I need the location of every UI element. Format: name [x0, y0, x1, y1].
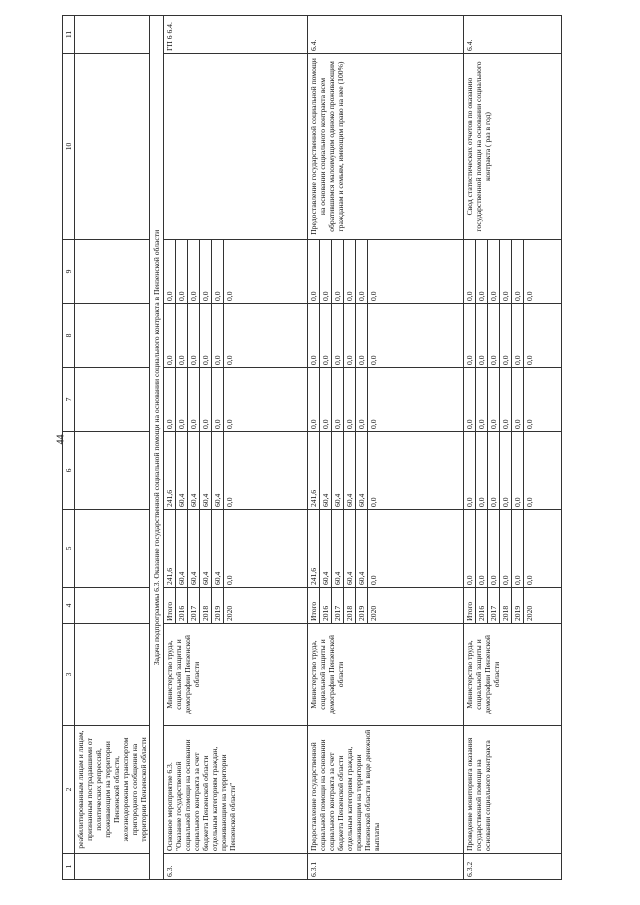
year-cell: 2018 — [500, 588, 512, 624]
value-cell-c6: 60,4 — [200, 432, 212, 510]
value-cell-c5: 0,0 — [524, 510, 562, 588]
cont-cell — [75, 16, 150, 54]
cont-cell — [75, 368, 150, 432]
indicator-ref: 6.4. — [308, 16, 464, 54]
table-row — [308, 16, 320, 880]
value-cell-c9: 0,0 — [224, 240, 308, 304]
year-cell: 2020 — [368, 588, 464, 624]
value-cell-c5: 60,4 — [176, 510, 188, 588]
continuation-row — [75, 16, 150, 880]
value-cell-c7: 0,0 — [164, 368, 176, 432]
value-cell-c5: 0,0 — [476, 510, 488, 588]
executor: Министерство труда, социальной защиты и демографии Пензенской области — [464, 624, 562, 726]
value-cell-c6: 241,6 — [308, 432, 320, 510]
col-num-9: 9 — [63, 240, 75, 304]
cont-cell — [75, 624, 150, 726]
value-cell-c6: 60,4 — [320, 432, 332, 510]
year-cell: 2016 — [476, 588, 488, 624]
expected-result: Свод статистических отчетов по оказанию государственной помощи на основании социального контракта ( раз в год) — [464, 54, 562, 240]
col-num-2: 2 — [63, 726, 75, 854]
col-num-11: 11 — [63, 16, 75, 54]
value-cell-c7: 0,0 — [200, 368, 212, 432]
year-cell: 2019 — [356, 588, 368, 624]
value-cell-c6: 60,4 — [332, 432, 344, 510]
value-cell-c5: 0,0 — [488, 510, 500, 588]
col-num-5: 5 — [63, 510, 75, 588]
value-cell-c8: 0,0 — [320, 304, 332, 368]
value-cell-c6: 0,0 — [368, 432, 464, 510]
year-cell: Итого — [308, 588, 320, 624]
value-cell-c6: 0,0 — [512, 432, 524, 510]
value-cell-c8: 0,0 — [164, 304, 176, 368]
value-cell-c6: 0,0 — [476, 432, 488, 510]
value-cell-c5: 241,6 — [308, 510, 320, 588]
year-cell: 2017 — [488, 588, 500, 624]
year-cell: 2019 — [212, 588, 224, 624]
value-cell-c7: 0,0 — [464, 368, 476, 432]
value-cell-c7: 0,0 — [332, 368, 344, 432]
col-num-10: 10 — [63, 54, 75, 240]
executor: Министерство труда, социальной защиты и демографии Пензенской области — [164, 624, 308, 726]
value-cell-c8: 0,0 — [200, 304, 212, 368]
value-cell-c8: 0,0 — [476, 304, 488, 368]
row-number: 6.3.1 — [308, 854, 464, 880]
value-cell-c8: 0,0 — [224, 304, 308, 368]
value-cell-c8: 0,0 — [488, 304, 500, 368]
value-cell-c9: 0,0 — [524, 240, 562, 304]
value-cell-c5: 0,0 — [464, 510, 476, 588]
value-cell-c5: 60,4 — [320, 510, 332, 588]
value-cell-c9: 0,0 — [308, 240, 320, 304]
value-cell-c9: 0,0 — [212, 240, 224, 304]
year-cell: 2020 — [524, 588, 562, 624]
value-cell-c8: 0,0 — [464, 304, 476, 368]
value-cell-c6: 0,0 — [488, 432, 500, 510]
value-cell-c9: 0,0 — [476, 240, 488, 304]
value-cell-c7: 0,0 — [500, 368, 512, 432]
col-num-4: 4 — [63, 588, 75, 624]
value-cell-c9: 0,0 — [368, 240, 464, 304]
value-cell-c9: 0,0 — [332, 240, 344, 304]
value-cell-c5: 60,4 — [200, 510, 212, 588]
row-number: 6.3.2 — [464, 854, 562, 880]
program-table — [62, 15, 562, 880]
value-cell-c7: 0,0 — [356, 368, 368, 432]
value-cell-c6: 241,6 — [164, 432, 176, 510]
value-cell-c7: 0,0 — [524, 368, 562, 432]
value-cell-c8: 0,0 — [332, 304, 344, 368]
expected-result — [164, 54, 308, 240]
activity-name: Предоставление государственной социальной помощи на основании социального контракта за счет бюджета Пензенской области отдельным категориям граждан, проживающим на территории Пензенской области в виде денежной выплаты — [308, 726, 464, 854]
value-cell-c5: 60,4 — [188, 510, 200, 588]
value-cell-c5: 241,6 — [164, 510, 176, 588]
value-cell-c9: 0,0 — [356, 240, 368, 304]
value-cell-c7: 0,0 — [368, 368, 464, 432]
value-cell-c5: 0,0 — [500, 510, 512, 588]
value-cell-c7: 0,0 — [512, 368, 524, 432]
value-cell-c9: 0,0 — [500, 240, 512, 304]
value-cell-c6: 60,4 — [176, 432, 188, 510]
cont-name-cell: реабилитированным лицам и лицам, признанным пострадавшими от политических репрессий, проживающим на территории Пензенской области, железнодорожным транспортом пригородного сообщения на территории Пензенской области — [75, 726, 150, 854]
value-cell-c5: 60,4 — [332, 510, 344, 588]
value-cell-c5: 60,4 — [356, 510, 368, 588]
year-cell: 2018 — [200, 588, 212, 624]
value-cell-c7: 0,0 — [176, 368, 188, 432]
year-cell: 2016 — [176, 588, 188, 624]
row-number: 6.3. — [164, 854, 308, 880]
value-cell-c9: 0,0 — [464, 240, 476, 304]
value-cell-c9: 0,0 — [320, 240, 332, 304]
col-num-3: 3 — [63, 624, 75, 726]
indicator-ref: 6.4. — [464, 16, 562, 54]
page-number: 44 — [55, 434, 67, 445]
year-cell: 2017 — [188, 588, 200, 624]
cont-cell — [75, 588, 150, 624]
value-cell-c7: 0,0 — [488, 368, 500, 432]
cont-cell — [75, 432, 150, 510]
value-cell-c8: 0,0 — [368, 304, 464, 368]
cont-num-cell — [75, 854, 150, 880]
value-cell-c8: 0,0 — [344, 304, 356, 368]
value-cell-c5: 0,0 — [512, 510, 524, 588]
value-cell-c6: 0,0 — [524, 432, 562, 510]
value-cell-c7: 0,0 — [212, 368, 224, 432]
col-num-1: 1 — [63, 854, 75, 880]
executor: Министерство труда, социальной защиты и демографии Пензенской области — [308, 624, 464, 726]
value-cell-c6: 60,4 — [212, 432, 224, 510]
year-cell: 2017 — [332, 588, 344, 624]
value-cell-c7: 0,0 — [344, 368, 356, 432]
activity-name: Проведение мониторинга оказания государственной помощи на основании социального контракта — [464, 726, 562, 854]
cont-cell — [75, 510, 150, 588]
value-cell-c8: 0,0 — [524, 304, 562, 368]
value-cell-c8: 0,0 — [176, 304, 188, 368]
col-num-8: 8 — [63, 304, 75, 368]
indicator-ref: ГП 6 6.4. — [164, 16, 308, 54]
value-cell-c9: 0,0 — [176, 240, 188, 304]
year-cell: 2018 — [344, 588, 356, 624]
value-cell-c7: 0,0 — [188, 368, 200, 432]
task-title-row — [150, 16, 164, 880]
value-cell-c6: 60,4 — [344, 432, 356, 510]
value-cell-c8: 0,0 — [308, 304, 320, 368]
value-cell-c8: 0,0 — [212, 304, 224, 368]
value-cell-c9: 0,0 — [488, 240, 500, 304]
value-cell-c6: 60,4 — [188, 432, 200, 510]
year-cell: 2020 — [224, 588, 308, 624]
value-cell-c9: 0,0 — [188, 240, 200, 304]
rotated-table-wrapper — [62, 16, 616, 880]
value-cell-c5: 0,0 — [368, 510, 464, 588]
value-cell-c9: 0,0 — [344, 240, 356, 304]
col-num-7: 7 — [63, 368, 75, 432]
value-cell-c9: 0,0 — [200, 240, 212, 304]
value-cell-c9: 0,0 — [512, 240, 524, 304]
table-row — [464, 16, 476, 880]
value-cell-c7: 0,0 — [224, 368, 308, 432]
year-cell: Итого — [464, 588, 476, 624]
value-cell-c9: 0,0 — [164, 240, 176, 304]
value-cell-c7: 0,0 — [308, 368, 320, 432]
value-cell-c5: 60,4 — [344, 510, 356, 588]
value-cell-c5: 60,4 — [212, 510, 224, 588]
value-cell-c8: 0,0 — [512, 304, 524, 368]
value-cell-c7: 0,0 — [320, 368, 332, 432]
value-cell-c5: 0,0 — [224, 510, 308, 588]
cont-cell — [75, 54, 150, 240]
value-cell-c8: 0,0 — [500, 304, 512, 368]
year-cell: Итого — [164, 588, 176, 624]
activity-name: Основное мероприятие 6.3. "Оказание государственной социальной помощи на основании социального контракта за счет бюджета Пензенской области отдельным категориям граждан, проживающим на территории Пензенской области" — [164, 726, 308, 854]
col-num-6: 6 — [63, 432, 75, 510]
expected-result: Предоставление государственной социальной помощи на основании социального контракта всем обратившимся малоимущим одиноко проживающим гражданам и семьям, имеющим право на нее (100%) — [308, 54, 464, 240]
year-cell: 2019 — [512, 588, 524, 624]
value-cell-c8: 0,0 — [356, 304, 368, 368]
task-title: Задача подпрограммы 6.3. Оказание государственной социальной помощи на основании социального контракта в Пензенской области — [150, 16, 164, 880]
year-cell: 2016 — [320, 588, 332, 624]
value-cell-c8: 0,0 — [188, 304, 200, 368]
document-sheet — [62, 16, 616, 880]
value-cell-c6: 0,0 — [224, 432, 308, 510]
value-cell-c6: 60,4 — [356, 432, 368, 510]
header-row — [63, 16, 75, 880]
value-cell-c7: 0,0 — [476, 368, 488, 432]
cont-cell — [75, 304, 150, 368]
table-row — [164, 16, 176, 880]
cont-cell — [75, 240, 150, 304]
value-cell-c6: 0,0 — [500, 432, 512, 510]
value-cell-c6: 0,0 — [464, 432, 476, 510]
